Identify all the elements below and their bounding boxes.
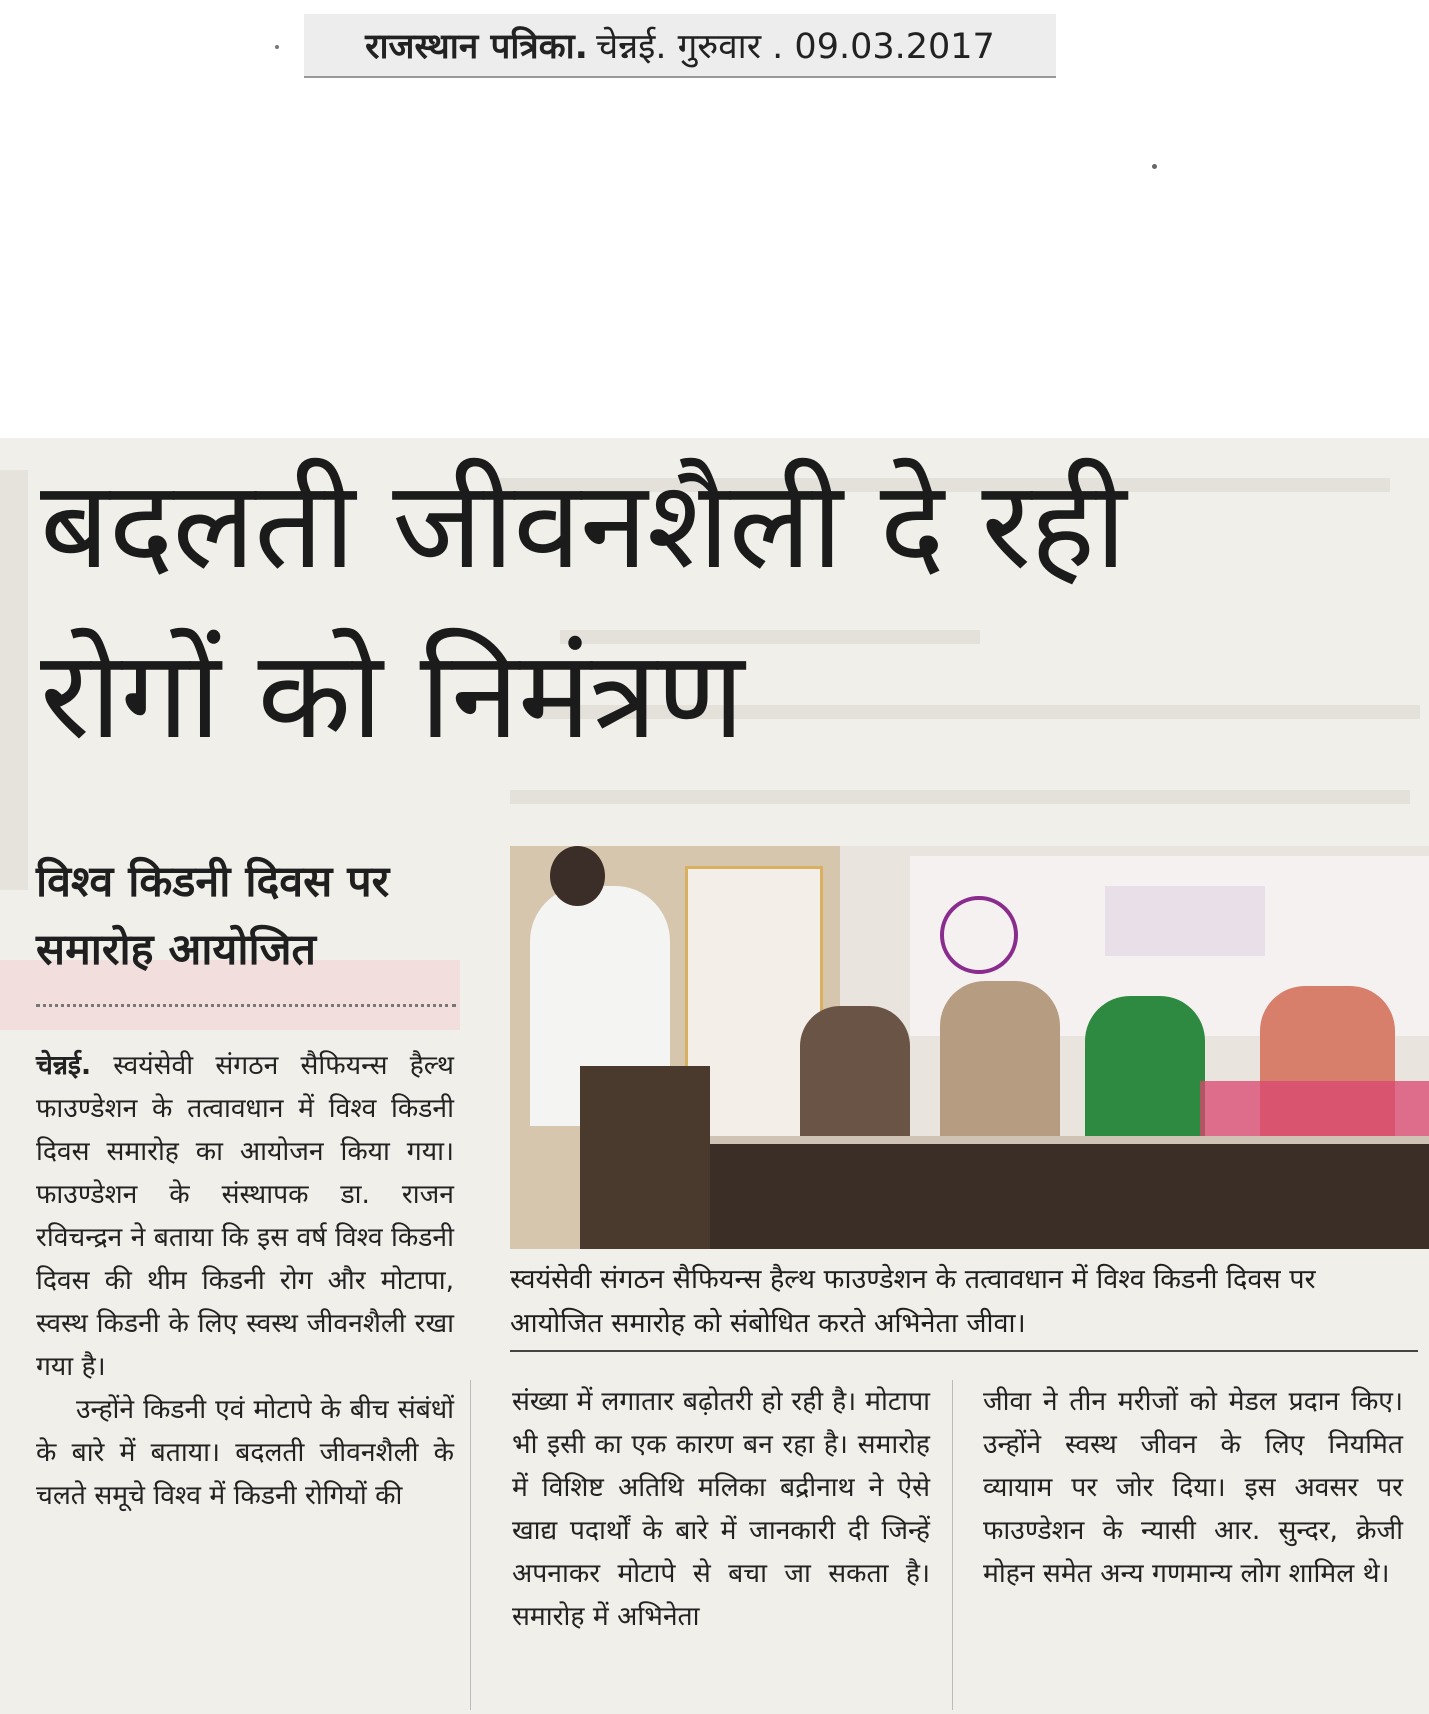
newspaper-name: राजस्थान पत्रिका. [365,26,588,67]
panelist-1 [800,1006,910,1136]
photo-caption: स्वयंसेवी संगठन सैफियन्स हैल्थ फाउण्डेशन के तत्वावधान में विश्व किडनी दिवस पर आयोजित समारोह को संबोधित करते अभिनेता जीवा। [510,1264,1316,1339]
speck [1152,164,1157,169]
speck [275,45,279,49]
podium [580,1066,710,1249]
column-separator [952,1380,953,1710]
paragraph-1: स्वयंसेवी संगठन सैफियन्स हैल्थ फाउण्डेशन के तत्वावधान में विश्व किडनी दिवस समारोह का आयोजन किया गया। फाउण्डेशन के संस्थापक डा. राजन रविचन्द्रन ने बताया कि इस वर्ष विश्व किडनी दिवस की थीम किडनी रोग और मोटापा, स्वस्थ किडनी के लिए स्वस्थ जीवनशैली रखा गया है। [36,1050,454,1382]
event-photo [510,846,1429,1249]
caption-rule [510,1350,1418,1352]
flower-bouquets [1200,1081,1429,1141]
world-kidney-day-logo-icon [940,896,1018,974]
panelist-3 [1085,996,1205,1136]
subheadline-line-2: समारोह आयोजित [36,925,317,975]
subheadline [36,848,456,984]
headline [40,440,1420,780]
show-through-text [510,790,1410,804]
dateline: चेन्नई. [36,1050,92,1081]
subheadline-line-1: विश्व किडनी दिवस पर [36,857,390,907]
paragraph-2: उन्होंने किडनी एवं मोटापे के बीच संबंधों के बारे में बताया। बदलती जीवनशैली के चलते समूचे विश्व में किडनी रोगियों की [36,1394,454,1511]
column-separator [470,1380,471,1710]
speaker-head [550,846,605,906]
article-column-2: संख्या में लगातार बढ़ोतरी हो रही है। मोटापा भी इसी का एक कारण बन रहा है। समारोह में विशिष्ट अतिथि मलिका बद्रीनाथ ने ऐसे खाद्य पदार्थों के बारे में जानकारी दी जिन्हें अपनाकर मोटापे से बचा जा सकता है। समारोह में अभिनेता [512,1386,930,1632]
dotted-divider [36,1004,456,1007]
headline-line-1: बदलती जीवनशैली दे रही [40,454,1126,596]
banner-text-block [1105,886,1265,956]
headline-line-2: रोगों को निमंत्रण [40,624,744,766]
masthead [304,14,1056,78]
head-table [610,1144,1429,1249]
masthead-date: चेन्नई. गुरुवार . 09.03.2017 [595,26,995,67]
panelist-2 [940,981,1060,1136]
article-column-1 [36,1044,454,1517]
article-column-3: जीवा ने तीन मरीजों को मेडल प्रदान किए। उन्होंने स्वस्थ जीवन के लिए नियमित व्यायाम पर जोर दिया। इस अवसर पर फाउण्डेशन के न्यासी आर. सुन्दर, क्रेजी मोहन समेत अन्य गणमान्य लोग शामिल थे। [983,1386,1403,1589]
adjacent-column-bleed [0,470,28,890]
